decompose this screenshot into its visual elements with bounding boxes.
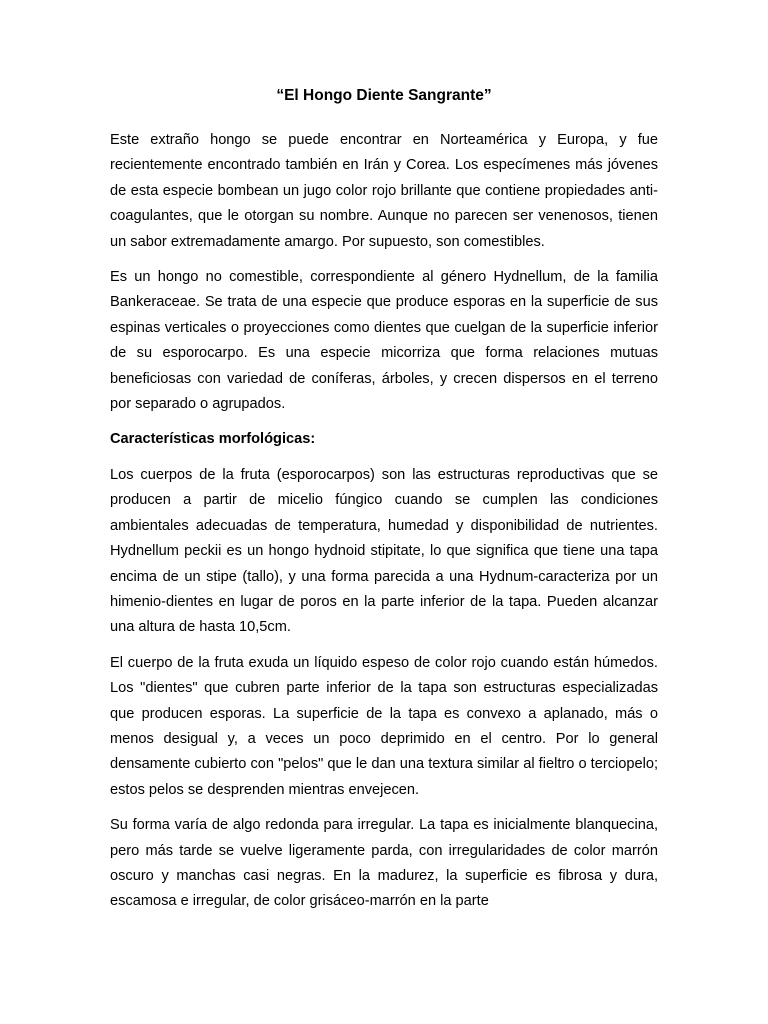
paragraph-fruit-bodies: Los cuerpos de la fruta (esporocarpos) son las estructuras reproductivas que se producen a partir de micelio fúngico cuando se cumplen las condiciones ambientales adecuadas de temperatura, humedad y disponibilidad de nutrientes. Hydnellum peckii es un hongo hydnoid stipitate, lo que significa que tiene una tapa encima de un stipe (tallo), y una forma parecida a una Hydnum-caracteriza por un himenio-dientes en lugar de poros en la parte inferior de la tapa. Pueden alcanzar una altura de hasta 10,5cm. [110, 466, 658, 636]
paragraph-shape: Su forma varía de algo redonda para irregular. La tapa es inicialmente blanquecina, pero más tarde se vuelve ligeramente parda, con irregularidades de color marrón oscuro y manchas casi negras. En la madurez, la superficie es fibrosa y dura, escamosa e irregular, de color grisáceo-marrón en la parte [110, 817, 658, 910]
document-page [110, 86, 658, 925]
document-title: “El Hongo Diente Sangrante” [276, 87, 492, 104]
section-heading: Características morfológicas: [110, 431, 316, 448]
paragraph-red-liquid: El cuerpo de la fruta exuda un líquido espeso de color rojo cuando están húmedos. Los "dientes" que cubren parte inferior de la tapa son estructuras especializadas que producen esporas. La superficie de la tapa es convexo a aplanado, más o menos desigual y, a veces un poco deprimido en el centro. Por lo general densamente cubierto con "pelos" que le dan una textura similar al fieltro o terciopelo; estos pelos se desprenden mientras envejecen. [110, 654, 658, 798]
paragraph-intro: Este extraño hongo se puede encontrar en Norteamérica y Europa, y fue recientemente encontrado también en Irán y Corea. Los especímenes más jóvenes de esta especie bombean un jugo color rojo brillante que contiene propiedades anti-coagulantes, que le otorgan su nombre. Aunque no parecen ser venenosos, tienen un sabor extremadamente amargo. Por supuesto, son comestibles. [110, 132, 658, 250]
paragraph-classification: Es un hongo no comestible, correspondiente al género Hydnellum, de la familia Bankeraceae. Se trata de una especie que produce esporas en la superficie de sus espinas verticales o proyecciones como dientes que cuelgan de la superficie inferior de su esporocarpo. Es una especie micorriza que forma relaciones mutuas beneficiosas con variedad de coníferas, árboles, y crecen dispersos en el terreno por separado o agrupados. [110, 269, 658, 413]
